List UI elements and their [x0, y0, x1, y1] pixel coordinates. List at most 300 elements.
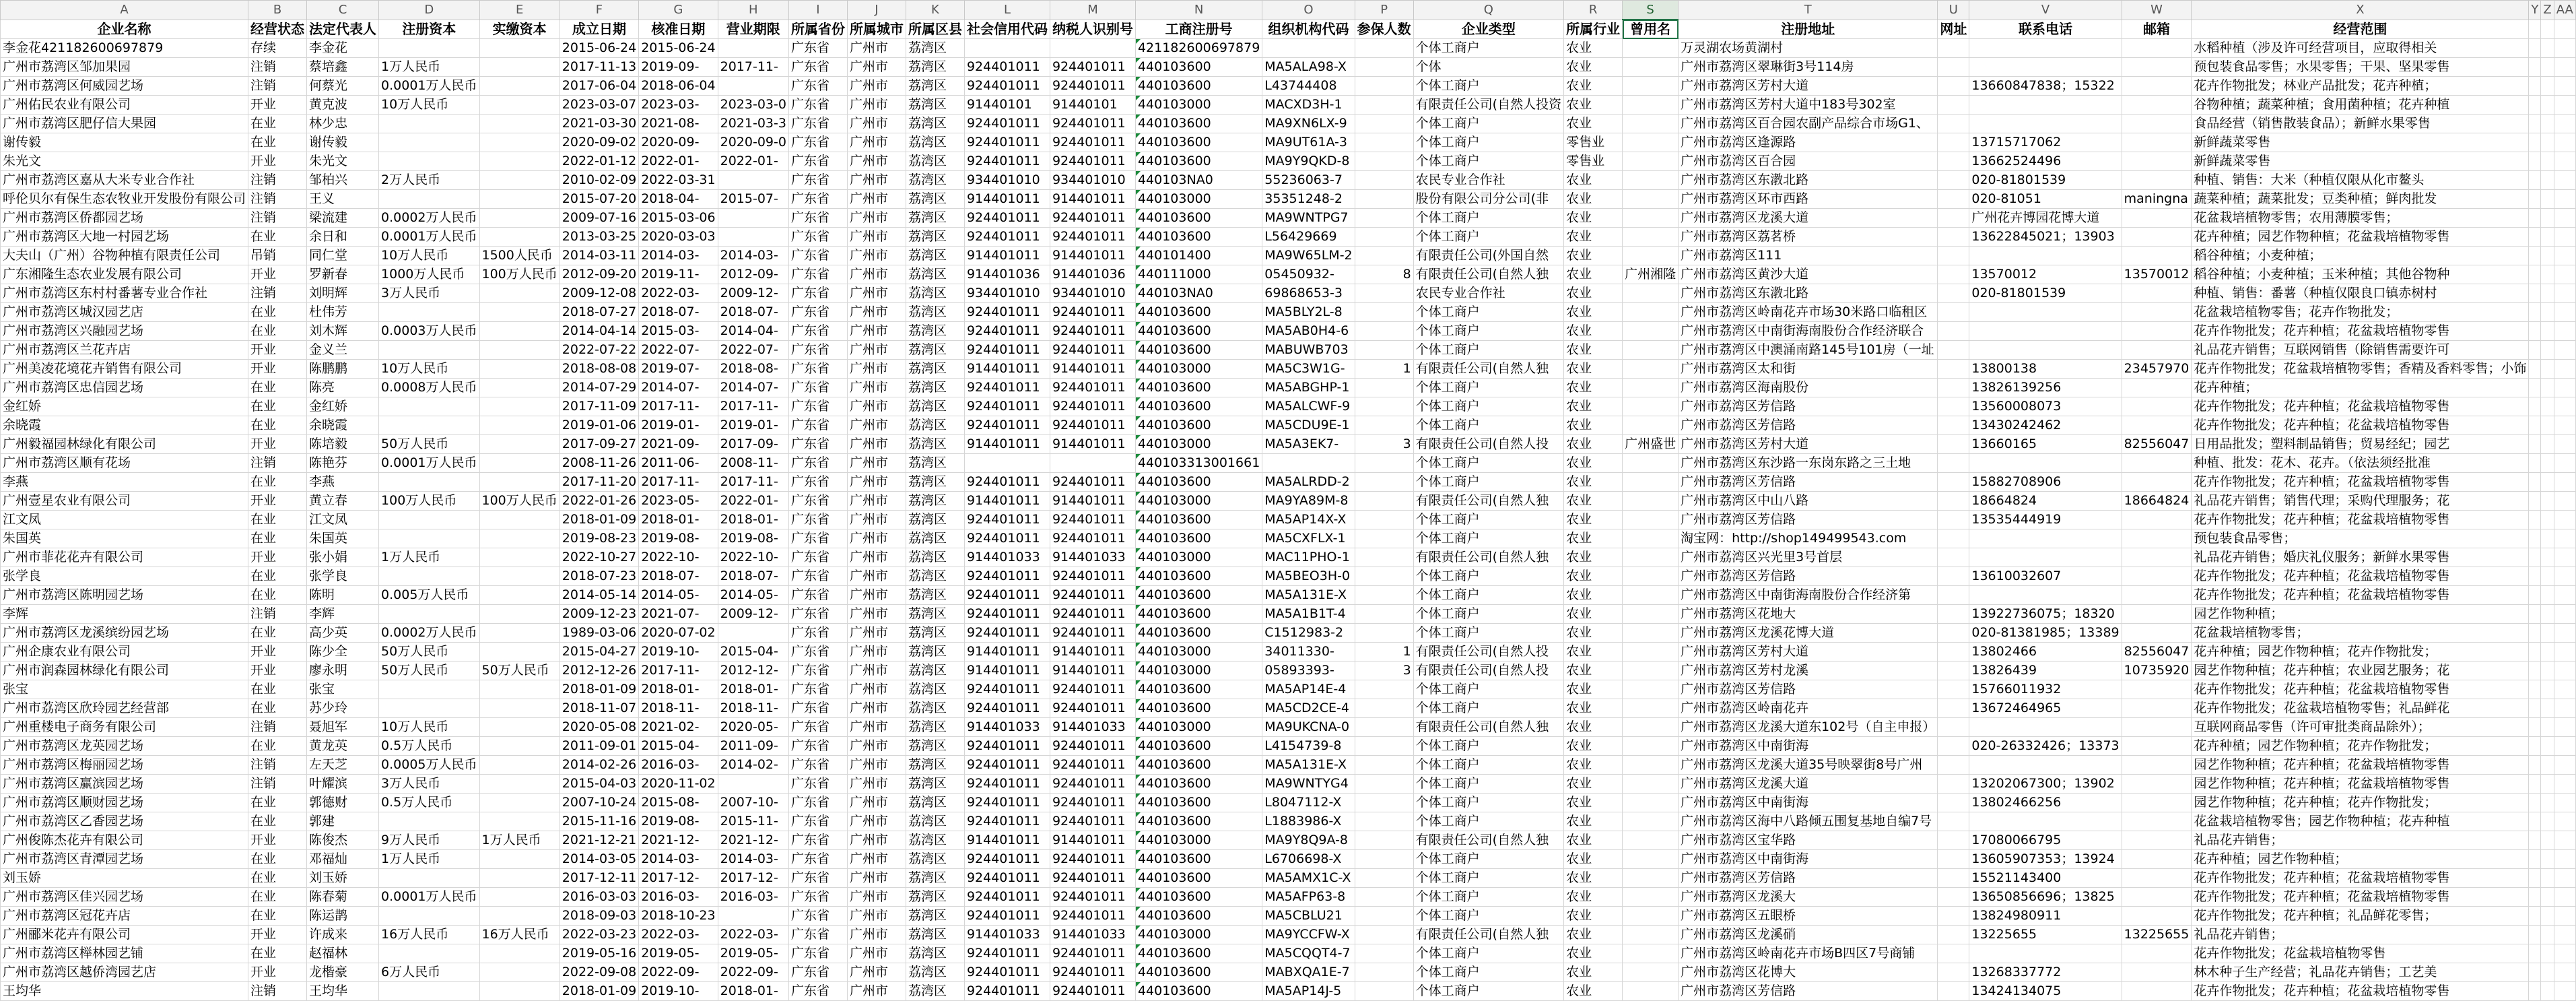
table-cell[interactable]: 个体工商户: [1413, 228, 1563, 247]
table-cell[interactable]: 2015-07-20: [560, 190, 638, 209]
table-cell[interactable]: [2122, 209, 2192, 228]
table-cell[interactable]: 924401011: [1050, 944, 1135, 963]
table-cell[interactable]: [2541, 492, 2554, 511]
table-cell[interactable]: 广东省: [788, 228, 847, 247]
table-cell[interactable]: 2016-03-03: [560, 888, 638, 907]
table-cell[interactable]: 924401011: [964, 680, 1050, 699]
table-cell[interactable]: 2015-03-: [639, 322, 718, 341]
table-cell[interactable]: 广州市荔湾区芳信路: [1679, 982, 1938, 1001]
table-cell[interactable]: [1050, 454, 1135, 473]
table-cell[interactable]: 农业: [1564, 397, 1623, 416]
table-cell[interactable]: MA9Y8Q9A-8: [1262, 831, 1355, 850]
table-cell[interactable]: 农业: [1564, 379, 1623, 397]
table-cell[interactable]: [1938, 775, 1969, 794]
table-cell[interactable]: [1938, 209, 1969, 228]
table-cell[interactable]: 2011-06-: [639, 454, 718, 473]
table-cell[interactable]: 农业: [1564, 812, 1623, 831]
table-cell[interactable]: [1938, 624, 1969, 643]
table-cell[interactable]: [1938, 360, 1969, 379]
table-cell[interactable]: 花卉作物批发；花卉种植；花盆栽培植物零售: [2192, 869, 2529, 888]
table-cell[interactable]: 020-26332426；13373: [1969, 737, 2122, 756]
table-cell[interactable]: 2015-04-03: [560, 775, 638, 794]
table-cell[interactable]: [2529, 492, 2541, 511]
table-cell[interactable]: [2541, 133, 2554, 152]
table-cell[interactable]: [2541, 171, 2554, 190]
table-cell[interactable]: 王均华: [307, 982, 379, 1001]
table-cell[interactable]: 0.005万人民币: [379, 586, 479, 605]
table-cell[interactable]: [2554, 209, 2575, 228]
table-cell[interactable]: 924401011: [964, 303, 1050, 322]
table-cell[interactable]: [479, 907, 560, 926]
table-cell[interactable]: 陈艳芬: [307, 454, 379, 473]
table-cell[interactable]: [479, 39, 560, 58]
table-cell[interactable]: 个体工商户: [1413, 586, 1563, 605]
table-cell[interactable]: [1938, 586, 1969, 605]
table-cell[interactable]: 020-81801539: [1969, 284, 2122, 303]
table-cell[interactable]: 农业: [1564, 926, 1623, 944]
table-cell[interactable]: [1355, 680, 1413, 699]
table-cell[interactable]: MA9Y9QKD-8: [1262, 152, 1355, 171]
table-cell[interactable]: 2014-03-: [639, 850, 718, 869]
table-cell[interactable]: 13424134075: [1969, 982, 2122, 1001]
table-cell[interactable]: 农业: [1564, 360, 1623, 379]
table-cell[interactable]: [1623, 926, 1679, 944]
table-cell[interactable]: 广州市荔湾区榉林园艺铺: [1, 944, 248, 963]
table-cell[interactable]: 张学良: [1, 567, 248, 586]
table-cell[interactable]: 440103600: [1135, 775, 1262, 794]
table-cell[interactable]: 440103600: [1135, 982, 1262, 1001]
table-cell[interactable]: [2122, 39, 2192, 58]
table-cell[interactable]: [2122, 699, 2192, 718]
table-cell[interactable]: 广州市: [847, 473, 906, 492]
table-cell[interactable]: [1623, 982, 1679, 1001]
table-cell[interactable]: [2122, 379, 2192, 397]
table-cell[interactable]: 2021-03-30: [560, 115, 638, 133]
table-cell[interactable]: 个体工商户: [1413, 812, 1563, 831]
table-cell[interactable]: [379, 152, 479, 171]
table-cell[interactable]: 廖永明: [307, 661, 379, 680]
table-cell[interactable]: 花卉作物批发；花卉种植；花盆栽培植物零售: [2192, 511, 2529, 529]
table-cell[interactable]: 广州盛世: [1623, 435, 1679, 454]
table-cell[interactable]: [1969, 756, 2122, 775]
table-cell[interactable]: 陈鹏鹏: [307, 360, 379, 379]
table-cell[interactable]: [1623, 454, 1679, 473]
table-cell[interactable]: [1938, 737, 1969, 756]
table-cell[interactable]: 陈俊杰: [307, 831, 379, 850]
table-cell[interactable]: [2541, 794, 2554, 812]
field-header-cell[interactable]: 经营范围: [2192, 20, 2529, 39]
table-cell[interactable]: 广东省: [788, 209, 847, 228]
table-cell[interactable]: 广州市: [847, 511, 906, 529]
table-cell[interactable]: L1883986-X: [1262, 812, 1355, 831]
table-cell[interactable]: [479, 605, 560, 624]
table-cell[interactable]: [2122, 624, 2192, 643]
table-cell[interactable]: [1355, 284, 1413, 303]
table-cell[interactable]: [2554, 624, 2575, 643]
table-cell[interactable]: [1355, 303, 1413, 322]
table-cell[interactable]: [2541, 699, 2554, 718]
table-cell[interactable]: [2554, 831, 2575, 850]
column-header-k[interactable]: K: [906, 1, 964, 20]
table-cell[interactable]: 05450932-: [1262, 265, 1355, 284]
table-cell[interactable]: 广州重楼电子商务有限公司: [1, 718, 248, 737]
table-cell[interactable]: [2554, 379, 2575, 397]
table-cell[interactable]: [2554, 265, 2575, 284]
table-cell[interactable]: 1万人民币: [379, 850, 479, 869]
table-cell[interactable]: 2009-12-23: [560, 605, 638, 624]
table-cell[interactable]: [1623, 548, 1679, 567]
table-cell[interactable]: [379, 944, 479, 963]
table-cell[interactable]: [1623, 605, 1679, 624]
table-cell[interactable]: [1623, 529, 1679, 548]
table-cell[interactable]: [1623, 907, 1679, 926]
table-cell[interactable]: 广州市: [847, 190, 906, 209]
table-cell[interactable]: 2023-03-: [639, 96, 718, 115]
table-cell[interactable]: 水稻种植（涉及许可经营项目，应取得相关: [2192, 39, 2529, 58]
table-cell[interactable]: [1623, 661, 1679, 680]
table-cell[interactable]: 广东省: [788, 379, 847, 397]
table-cell[interactable]: 农业: [1564, 435, 1623, 454]
table-cell[interactable]: [1938, 133, 1969, 152]
table-cell[interactable]: 农业: [1564, 963, 1623, 982]
table-cell[interactable]: MA9WNTYG4: [1262, 775, 1355, 794]
table-cell[interactable]: 广州市荔湾区龙溪花博大道: [1679, 624, 1938, 643]
column-header-x[interactable]: X: [2192, 1, 2529, 20]
table-cell[interactable]: [2122, 718, 2192, 737]
table-cell[interactable]: 05893393-: [1262, 661, 1355, 680]
table-cell[interactable]: 荔湾区: [906, 77, 964, 96]
table-cell[interactable]: [2541, 265, 2554, 284]
table-cell[interactable]: 9万人民币: [379, 831, 479, 850]
table-cell[interactable]: 赵福林: [307, 944, 379, 963]
table-cell[interactable]: [2122, 775, 2192, 794]
table-cell[interactable]: 食品经营（销售散装食品）；新鲜水果零售: [2192, 115, 2529, 133]
table-cell[interactable]: 有限责任公司(自然人投: [1413, 643, 1563, 661]
table-cell[interactable]: 荔湾区: [906, 322, 964, 341]
table-cell[interactable]: 荔湾区: [906, 661, 964, 680]
table-cell[interactable]: [2554, 775, 2575, 794]
table-cell[interactable]: [2529, 529, 2541, 548]
table-cell[interactable]: [1355, 152, 1413, 171]
table-cell[interactable]: 924401011: [964, 963, 1050, 982]
table-cell[interactable]: 农业: [1564, 209, 1623, 228]
table-cell[interactable]: MA5ALA98-X: [1262, 58, 1355, 77]
table-cell[interactable]: [1623, 699, 1679, 718]
table-cell[interactable]: 2015-04-: [639, 737, 718, 756]
table-cell[interactable]: 个体工商户: [1413, 341, 1563, 360]
table-cell[interactable]: 2017-11-13: [560, 58, 638, 77]
table-cell[interactable]: [964, 454, 1050, 473]
table-cell[interactable]: 440103600: [1135, 228, 1262, 247]
table-cell[interactable]: 荔湾区: [906, 907, 964, 926]
field-header-cell[interactable]: 网址: [1938, 20, 1969, 39]
table-cell[interactable]: 荔湾区: [906, 473, 964, 492]
table-cell[interactable]: 2014-03-: [639, 247, 718, 265]
table-cell[interactable]: 荔湾区: [906, 341, 964, 360]
table-cell[interactable]: MA9UT61A-3: [1262, 133, 1355, 152]
table-cell[interactable]: [2541, 341, 2554, 360]
table-cell[interactable]: 2014-05-14: [560, 586, 638, 605]
table-cell[interactable]: MA5A3EK7-: [1262, 435, 1355, 454]
table-cell[interactable]: 914401033: [964, 718, 1050, 737]
table-cell[interactable]: 农业: [1564, 190, 1623, 209]
table-cell[interactable]: 金红娇: [1, 397, 248, 416]
table-cell[interactable]: 广州市: [847, 39, 906, 58]
table-cell[interactable]: [2554, 190, 2575, 209]
table-cell[interactable]: [2541, 888, 2554, 907]
table-cell[interactable]: 2017-09-: [718, 435, 788, 454]
table-cell[interactable]: 924401011: [964, 567, 1050, 586]
table-cell[interactable]: 日用品批发；塑料制品销售；贸易经纪；园艺: [2192, 435, 2529, 454]
table-cell[interactable]: [2541, 190, 2554, 209]
table-cell[interactable]: 13802466: [1969, 643, 2122, 661]
table-cell[interactable]: [1355, 397, 1413, 416]
table-cell[interactable]: 农业: [1564, 58, 1623, 77]
table-cell[interactable]: 花卉作物批发；花卉种植；花盆栽培植物零售: [2192, 397, 2529, 416]
table-cell[interactable]: 张宝: [1, 680, 248, 699]
table-cell[interactable]: [1355, 209, 1413, 228]
table-cell[interactable]: [718, 39, 788, 58]
table-cell[interactable]: 924401011: [1050, 756, 1135, 775]
table-cell[interactable]: 0.0001万人民币: [379, 888, 479, 907]
table-cell[interactable]: 2022-09-: [639, 963, 718, 982]
table-cell[interactable]: [1355, 963, 1413, 982]
table-cell[interactable]: 924401011: [1050, 812, 1135, 831]
table-cell[interactable]: [1355, 907, 1413, 926]
table-cell[interactable]: [2541, 39, 2554, 58]
table-cell[interactable]: 注销: [248, 171, 307, 190]
table-cell[interactable]: 广州市荔湾区芳村龙溪: [1679, 661, 1938, 680]
table-cell[interactable]: [2554, 756, 2575, 775]
table-cell[interactable]: [2541, 96, 2554, 115]
table-cell[interactable]: [1938, 171, 1969, 190]
table-cell[interactable]: 2009-07-16: [560, 209, 638, 228]
table-cell[interactable]: 924401011: [964, 397, 1050, 416]
table-cell[interactable]: 荔湾区: [906, 96, 964, 115]
table-cell[interactable]: 924401011: [1050, 341, 1135, 360]
table-cell[interactable]: 广东省: [788, 133, 847, 152]
table-cell[interactable]: 914401033: [1050, 548, 1135, 567]
table-cell[interactable]: [1938, 322, 1969, 341]
table-cell[interactable]: [1355, 454, 1413, 473]
table-cell[interactable]: 440103600: [1135, 907, 1262, 926]
table-cell[interactable]: 邓福灿: [307, 850, 379, 869]
table-cell[interactable]: [2122, 341, 2192, 360]
table-cell[interactable]: 13802466256: [1969, 794, 2122, 812]
table-cell[interactable]: 个体工商户: [1413, 397, 1563, 416]
table-cell[interactable]: 个体工商户: [1413, 869, 1563, 888]
column-header-d[interactable]: D: [379, 1, 479, 20]
table-cell[interactable]: [1623, 58, 1679, 77]
table-cell[interactable]: 广州市荔湾区岭南花卉市场30米路口临租区: [1679, 303, 1938, 322]
table-cell[interactable]: 广州市荔湾区大地一村园艺场: [1, 228, 248, 247]
table-cell[interactable]: [1938, 567, 1969, 586]
table-cell[interactable]: 农民专业合作社: [1413, 284, 1563, 303]
table-cell[interactable]: 广州市荔湾区乙香园艺场: [1, 812, 248, 831]
table-cell[interactable]: 2017-11-09: [560, 397, 638, 416]
table-cell[interactable]: [1938, 869, 1969, 888]
table-cell[interactable]: 440103600: [1135, 58, 1262, 77]
table-cell[interactable]: 2012-09-20: [560, 265, 638, 284]
table-cell[interactable]: [2554, 303, 2575, 322]
field-header-cell[interactable]: 联系电话: [1969, 20, 2122, 39]
table-cell[interactable]: 2015-07-: [718, 190, 788, 209]
table-cell[interactable]: MA5C3W1G-: [1262, 360, 1355, 379]
table-cell[interactable]: 广州市荔湾区越侨湾园艺店: [1, 963, 248, 982]
table-cell[interactable]: 广州市荔湾区忠信园艺场: [1, 379, 248, 397]
table-cell[interactable]: 农业: [1564, 794, 1623, 812]
table-cell[interactable]: 广州市: [847, 96, 906, 115]
table-cell[interactable]: 广州市: [847, 907, 906, 926]
table-cell[interactable]: [1969, 115, 2122, 133]
table-cell[interactable]: 开业: [248, 831, 307, 850]
table-cell[interactable]: MABUWB703: [1262, 341, 1355, 360]
table-cell[interactable]: [2122, 529, 2192, 548]
table-cell[interactable]: 在业: [248, 888, 307, 907]
table-cell[interactable]: 2009-12-08: [560, 284, 638, 303]
table-cell[interactable]: 35351248-2: [1262, 190, 1355, 209]
table-cell[interactable]: 注销: [248, 190, 307, 209]
table-cell[interactable]: [1969, 341, 2122, 360]
table-cell[interactable]: 广州市荔湾区芳信路: [1679, 567, 1938, 586]
table-cell[interactable]: [2541, 397, 2554, 416]
table-cell[interactable]: 零售业: [1564, 133, 1623, 152]
table-cell[interactable]: 2022-03-31: [639, 171, 718, 190]
table-cell[interactable]: [2541, 322, 2554, 341]
table-cell[interactable]: 2023-03-07: [560, 96, 638, 115]
table-cell[interactable]: 924401011: [964, 888, 1050, 907]
table-cell[interactable]: 广州俊陈杰花卉有限公司: [1, 831, 248, 850]
table-cell[interactable]: [479, 680, 560, 699]
table-cell[interactable]: [1623, 416, 1679, 435]
table-cell[interactable]: 914401011: [964, 831, 1050, 850]
table-cell[interactable]: [1623, 209, 1679, 228]
table-cell[interactable]: [2554, 435, 2575, 454]
table-cell[interactable]: [379, 869, 479, 888]
table-cell[interactable]: 914401011: [1050, 492, 1135, 511]
table-cell[interactable]: [2554, 511, 2575, 529]
table-cell[interactable]: [1938, 284, 1969, 303]
table-cell[interactable]: 2017-12-: [718, 869, 788, 888]
table-cell[interactable]: [1623, 247, 1679, 265]
table-cell[interactable]: [1969, 586, 2122, 605]
table-cell[interactable]: 924401011: [1050, 624, 1135, 643]
table-cell[interactable]: [1938, 152, 1969, 171]
table-cell[interactable]: 荔湾区: [906, 209, 964, 228]
table-cell[interactable]: 李燕: [307, 473, 379, 492]
table-cell[interactable]: 924401011: [964, 341, 1050, 360]
table-cell[interactable]: maningna: [2122, 190, 2192, 209]
table-cell[interactable]: 陈春菊: [307, 888, 379, 907]
table-cell[interactable]: 2020-09-0: [718, 133, 788, 152]
table-cell[interactable]: [1355, 869, 1413, 888]
table-cell[interactable]: 邹柏兴: [307, 171, 379, 190]
table-cell[interactable]: [479, 228, 560, 247]
table-cell[interactable]: 914401011: [1050, 661, 1135, 680]
table-cell[interactable]: [2554, 812, 2575, 831]
column-header-q[interactable]: Q: [1413, 1, 1563, 20]
table-cell[interactable]: 914401033: [964, 548, 1050, 567]
table-cell[interactable]: 个体工商户: [1413, 303, 1563, 322]
table-cell[interactable]: 2018-11-: [718, 699, 788, 718]
table-cell[interactable]: 个体工商户: [1413, 133, 1563, 152]
table-cell[interactable]: [479, 567, 560, 586]
table-cell[interactable]: 2010-02-09: [560, 171, 638, 190]
table-cell[interactable]: 广州市荔湾区中南街海: [1679, 737, 1938, 756]
table-cell[interactable]: 广州市: [847, 58, 906, 77]
table-cell[interactable]: [2529, 586, 2541, 605]
table-cell[interactable]: 广州市: [847, 77, 906, 96]
table-cell[interactable]: 荔湾区: [906, 756, 964, 775]
table-cell[interactable]: [1969, 247, 2122, 265]
table-cell[interactable]: [2541, 718, 2554, 737]
table-cell[interactable]: 82556047: [2122, 435, 2192, 454]
table-cell[interactable]: 广州市: [847, 247, 906, 265]
table-cell[interactable]: 广州市: [847, 152, 906, 171]
table-cell[interactable]: [1938, 548, 1969, 567]
table-cell[interactable]: [2122, 416, 2192, 435]
table-cell[interactable]: 广州市: [847, 303, 906, 322]
table-cell[interactable]: 2022-03-: [639, 926, 718, 944]
table-cell[interactable]: 注销: [248, 982, 307, 1001]
table-cell[interactable]: [1938, 58, 1969, 77]
table-cell[interactable]: 15882708906: [1969, 473, 2122, 492]
table-cell[interactable]: 2012-12-: [718, 661, 788, 680]
table-cell[interactable]: [2541, 850, 2554, 869]
table-cell[interactable]: MA5AFP63-8: [1262, 888, 1355, 907]
table-cell[interactable]: 13660847838；15322: [1969, 77, 2122, 96]
table-cell[interactable]: 2022-01-: [718, 492, 788, 511]
table-cell[interactable]: [2122, 322, 2192, 341]
table-cell[interactable]: 个体工商户: [1413, 454, 1563, 473]
table-cell[interactable]: 注销: [248, 209, 307, 228]
table-cell[interactable]: 2014-07-: [718, 379, 788, 397]
table-cell[interactable]: 2015-08-: [639, 794, 718, 812]
table-cell[interactable]: 个体工商户: [1413, 473, 1563, 492]
table-cell[interactable]: 0.5万人民币: [379, 737, 479, 756]
column-header-f[interactable]: F: [560, 1, 638, 20]
table-cell[interactable]: 924401011: [964, 473, 1050, 492]
table-cell[interactable]: 农业: [1564, 416, 1623, 435]
table-cell[interactable]: 朱光文: [1, 152, 248, 171]
table-cell[interactable]: 0.0005万人民币: [379, 756, 479, 775]
table-cell[interactable]: 花卉作物批发；花卉种植；花盆栽培植物零售: [2192, 416, 2529, 435]
table-cell[interactable]: 2022-07-: [718, 341, 788, 360]
table-cell[interactable]: [2529, 567, 2541, 586]
table-cell[interactable]: [2541, 548, 2554, 567]
table-cell[interactable]: 18664824: [2122, 492, 2192, 511]
table-cell[interactable]: 广州市: [847, 115, 906, 133]
table-cell[interactable]: 花卉作物批发；花盆栽培植物零售: [2192, 944, 2529, 963]
table-cell[interactable]: [2541, 228, 2554, 247]
table-cell[interactable]: 广州市: [847, 209, 906, 228]
table-cell[interactable]: 440103600: [1135, 680, 1262, 699]
table-cell[interactable]: 2022-10-27: [560, 548, 638, 567]
table-cell[interactable]: 2019-05-: [718, 944, 788, 963]
table-cell[interactable]: 广州市: [847, 360, 906, 379]
table-cell[interactable]: 广东湘隆生态农业发展有限公司: [1, 265, 248, 284]
table-cell[interactable]: [2529, 303, 2541, 322]
table-cell[interactable]: 花卉作物批发；花卉种植；花盆栽培植物零售: [2192, 982, 2529, 1001]
table-cell[interactable]: 花卉作物批发；花盆栽培植物零售；礼品鲜花: [2192, 699, 2529, 718]
table-cell[interactable]: 13622845021；13903: [1969, 228, 2122, 247]
table-cell[interactable]: [2122, 756, 2192, 775]
table-cell[interactable]: [2122, 171, 2192, 190]
table-cell[interactable]: 50万人民币: [479, 661, 560, 680]
table-cell[interactable]: 个体工商户: [1413, 737, 1563, 756]
table-cell[interactable]: [1623, 133, 1679, 152]
table-cell[interactable]: [2122, 548, 2192, 567]
